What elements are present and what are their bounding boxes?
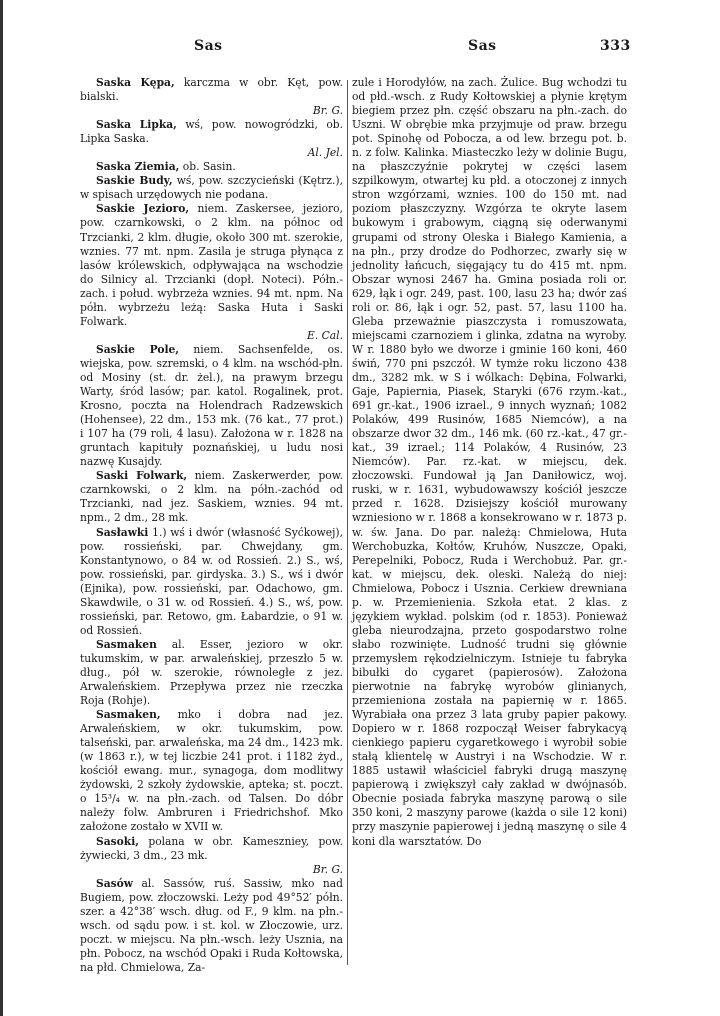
entry-text: polana w obr. Kameszniey, pow. żywiecki, 3 dm., 23 mk.	[80, 834, 343, 862]
right-column	[352, 76, 627, 849]
dictionary-entry	[80, 835, 343, 877]
entry-headword: Saskie Pole,	[96, 342, 180, 356]
column-divider	[347, 80, 348, 965]
scan-edge	[0, 0, 3, 1016]
entry-headword: Sasławki	[96, 525, 149, 539]
dictionary-entry	[80, 174, 343, 202]
entry-text: niem. Zaskerwerder, pow. czarnkowski, o 2 klm. na półn.-zachód od Trzcianki, nad jez. Saskiem, wznies. 94 mt. npm., 2 dm., 28 mk.	[80, 469, 343, 525]
entry-text: wś, pow. nowogródzki, ob. Lipka Saska.	[80, 118, 343, 146]
entry-headword: Saska Kępa,	[96, 76, 175, 89]
entry-text: mko i dobra nad jez. Arwaleńskiem, w okr. tukumskim, pow. talseński, par. arwaleńska, ma 24 dm., 1423 mk. (w 1863 r.), w tej liczbie 241 prot. i 1182 żyd., kościół ewang. mur., synagoga, dom modlitwy żydowski, 2 szkoły żydowskie, apteka; st. poczt. o 15³/₄ w. na płn.-zach. od Talsen. Do dóbr należy folw. Ambruren i Friedrichshof. Mko założone zostało w XVII w.	[80, 708, 343, 834]
page-number: 333	[600, 38, 631, 54]
entry-author: Br. G.	[312, 104, 343, 118]
dictionary-entry	[80, 638, 343, 708]
entry-text: wś, pow. szczycieński (Kętrz.), w spisach urzędowych nie podana.	[80, 174, 343, 202]
entry-author: Br. G.	[312, 862, 343, 876]
entry-headword: Saska Ziemia,	[96, 160, 180, 174]
right-column-text: zule i Horodyłów, na zach. Żulice. Bug wchodzi tu od płd.-wsch. z Rudy Kołtowskiej a płynie krętym biegiem przez płn. część obszaru na płn.-zach. do Uszni. W obrębie mka przyjmuje od praw. brzegu pot. Spinohę od Pobocza, a od lew. brzegu pot. b. n. z folw. Kalinka. Miasteczko leży w dolinie Bugu, na płaszczyźnie pokrytej w części lasem szpilkowym, otwartej ku płd. a otoczonej z innych stron wzgórzami, wznies. 100 do 150 mt. nad poziom płaszczyzny. Wzgórza te okryte lasem bukowym i grabowym, ciągną się oderwanymi grupami od strony Oleska i Białego Kamienia, a na płn., przy drodze do Podhorzec, zwarły się w jednolity łańcuch, sięgający tu do 415 mt. npm. Obszar wynosi 2467 ha. Gmina posiada roli or. 629, łąk i ogr. 249, past. 100, lasu 23 ha; dwór zaś roli or. 86, łąk i ogr. 52, past. 57, lasu 1100 ha. Gleba przeważnie piaszczysta i romuszowata, miejscami czarnoziem i glinka, zdatna na wyroby. W r. 1880 było we dworze i gminie 160 koni, 460 świń, 770 pni pszczół. W tymże roku liczono 438 dm., 3282 mk. w S i wólkach: Dębina, Folwarki, Gaje, Papiernia, Piasek, Staryki (676 rzym.-kat., 691 gr.-kat., 1906 izrael., 9 innych wyznań; 1082 Polaków, 499 Rusinów, 1685 Niemców), a na obszarze dwor 32 dm., 146 mk. (60 rz.-kat., 47 gr.-kat., 39 izrael.; 114 Polaków, 4 Rusinów, 23 Niemców). Par. rz.-kat. w miejscu, dek. złoczowski. Fundował ją Jan Daniłowicz, woj. ruski, w r. 1631, wybudowawszy kościół jeszcze przed r. 1628. Dzisiejszy kościół murowany wzniesiono w r. 1868 a konsekrowano w r. 1873 p. w. św. Jana. Do par. należą: Chmielowa, Huta Werchobuzka, Kołtów, Kruhów, Nuszcze, Opaki, Perepelniki, Pobocz, Ruda i Werchobuż. Par. gr.-kat. w miejscu, dek. oleski. Należą do niej: Chmielowa, Pobocz i Usznia. Cerkiew drewniana p. w. Przemienienia. Szkoła etat. 2 klas. z językiem wykład. polskim (od r. 1853). Ponieważ gleba nieurodzajna, przeto gospodarstwo rolne słabo rozwinięte. Ludność trudni się głównie przemysłem rękodzielniczym. Istnieje tu fabryka bibułki do cygaret (papierosów). Założona pierwotnie na fabrykę wyrobów glinianych, przemieniona została na papiernię w r. 1865. Wyrabiała ona przez 3 lata gruby papier pakowy. Dopiero w r. 1868 rozpoczął Weiser fabrykacyą cienkiego papieru cygaretkowego i wyrobił sobie stałą klientelę w Austryi i na Wschodzie. W r. 1885 ustawił właściciel fabryki drugą maszynę papierową i zwiększył cały zakład w dwójnasób. Obecnie posiada fabryka maszynę parową o sile 350 koni, 2 maszyny parowe (każda o sile 12 koni) przy maszynie papierowej i jedną maszynę o sile 4 koni dla warsztatów. Do	[352, 76, 627, 848]
dictionary-entry	[80, 343, 343, 469]
entry-author: E. Cal.	[307, 328, 343, 342]
dictionary-entry	[80, 469, 343, 525]
dictionary-entry	[80, 118, 343, 160]
entry-author: Al. Jel.	[307, 146, 343, 160]
entry-headword: Saskie Budy,	[96, 174, 173, 188]
running-head-left: Sas	[194, 38, 223, 54]
entry-text: niem. Sachsenfelde, os. wiejska, pow. szremski, o 4 klm. na wschód-płn. od Mosiny (st. dr. żel.), na prawym brzegu Warty, śród lasów; par. katol. Rogalinek, prot. Krosno, poczta na Holendrach Radzewskich (Hohensee), 22 dm., 153 mk. (76 kat., 77 prot.) i 107 ha (79 roli, 4 lasu). Założona w r. 1828 na gruntach kapituły poznańskiej, u ludu nosi nazwę Kusajdy.	[80, 342, 343, 469]
entry-text: 1.) wś i dwór (własność Syćkowej), pow. rossieński, par. Chwejdany, gm. Konstantynowo, o 84 w. od Rossień. 2.) S., wś, pow. rossieński, par. girdyska. 3.) S., wś i dwór (Ejnika), pow. rossieński, par. Odachowo, gm. Skawdwile, o 31 w. od Rossień. 4.) S., wś, pow. rossieński, par. Retowo, gm. Łabardzie, o 91 w. od Rossień.	[80, 525, 343, 637]
entry-headword: Sasoki,	[96, 834, 139, 848]
entry-headword: Sasów	[96, 876, 133, 890]
entry-text: karczma w obr. Kęt, pow. bialski.	[80, 76, 343, 104]
entry-headword: Saski Folwark,	[96, 469, 188, 483]
page-header	[0, 38, 720, 58]
dictionary-entry	[80, 708, 343, 834]
running-head-center: Sas	[468, 38, 497, 54]
dictionary-entry	[80, 526, 343, 638]
entry-headword: Saskie Jezioro,	[96, 202, 190, 216]
entry-text: niem. Zaskersee, jezioro, pow. czarnkowski, o 2 klm. na północ od Trzcianki, 2 klm. długie, około 300 mt. szerokie, wznies. 77 mt. npm. Zasila je struga płynąca z lasów królewskich, odpływająca na wschodzie do Silnicy al. Trzcianki (dopł. Noteci). Półn.-zach. i połud. wybrzeża wznies. 94 mt. npm. Na półn. wybrzeżu leżą: Saska Huta i Saski Folwark.	[80, 202, 343, 328]
entry-headword: Sasmaken,	[96, 708, 161, 722]
entry-text: ob. Sasin.	[179, 160, 236, 174]
dictionary-entry	[80, 877, 343, 975]
dictionary-entry	[80, 202, 343, 342]
entry-headword: Sasmaken	[96, 637, 157, 651]
dictionary-entry	[80, 160, 343, 174]
entry-text: al. Sassów, ruś. Sassiw, mko nad Bugiem, pow. złoczowski. Leży pod 49°52′ półn. szer. a 42°38′ wsch. dług. od F., 9 klm. na płn.-wsch. od sądu pow. i st. kol. w Złoczowie, urz. poczt. w miejscu. Na płn.-wsch. leży Usznia, na płn. Pobocz, na wschód Opaki i Ruda Kołtowska, na płd. Chmielowa, Za-	[80, 876, 343, 974]
left-column	[80, 76, 343, 975]
entry-text: al. Esser, jezioro w okr. tukumskim, w par. arwaleńskiej, przeszło 5 w. dług., pół w. szerokie, równoległe z jez. Arwaleńskiem. Przepływa przez nie rzeczka Roja (Rohje).	[80, 637, 343, 708]
dictionary-entry	[80, 76, 343, 118]
entry-headword: Saska Lipka,	[96, 118, 177, 132]
